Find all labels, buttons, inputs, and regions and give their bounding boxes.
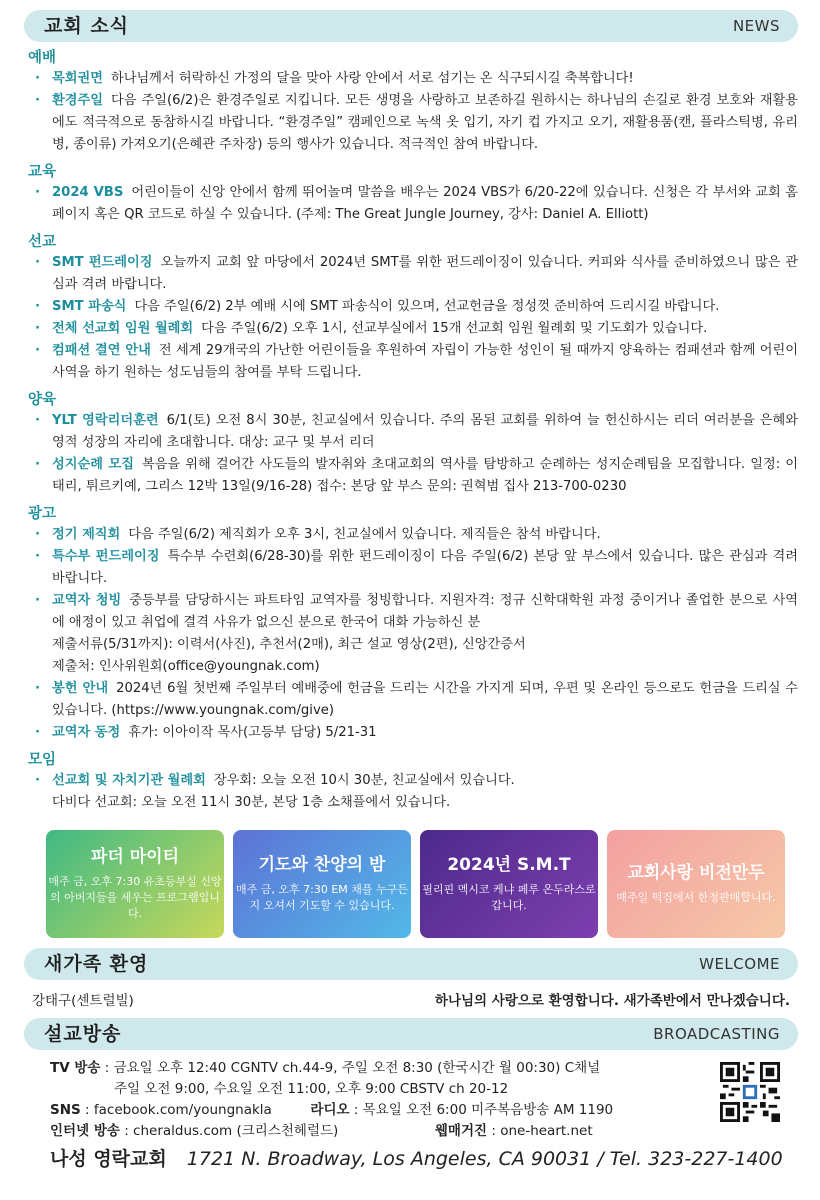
news-category-heading: 교육 [28,164,57,180]
welcome-section-header [24,948,798,980]
bullet-icon: · [35,413,41,428]
news-item [28,340,798,384]
news-item-extra-line: 다비다 선교회: 오늘 오전 11시 30분, 본당 1층 소채플에서 있습니다. [52,795,451,810]
bullet-icon: · [35,185,41,200]
broadcast-tag: BROADCASTING [653,1025,780,1043]
news-item [28,318,798,340]
news-item-keyword: 정기 제직회 [52,527,121,542]
news-item-keyword: 선교회 및 자치기관 월례회 [52,773,206,788]
news-item-text: 어린이들이 신앙 안에서 함께 뛰어놀며 말씀을 배우는 2024 VBS가 6/20-22에 있습니다. 신청은 각 부서와 교회 홈페이지 혹은 QR 코드로 하실 수 있습니다. (주제: The Great Jungle Journey, 강사: Daniel A. Elliott) [52,185,798,222]
welcome-title: 새가족 환영 [44,953,149,975]
news-item [28,296,798,318]
news-body [28,48,798,814]
news-item [28,182,798,226]
news-item-text: 다음 주일(6/2)은 환경주일로 지킵니다. 모든 생명을 사랑하고 보존하길 원하시는 하나님의 손길로 환경 보호와 재활용에도 적극적으로 동참하시길 바랍니다. “환경주일” 캠페인으로 녹색 옷 입기, 자기 컵 가지고 오기, 재활용품(캔, 플라스틱병, 유리병, 종이류) 가져오기(은혜관 주차장) 등의 행사가 있습니다. 적극적인 참여 바랍니다. [52,93,798,152]
news-item-extra-line: 제출서류(5/31까지): 이력서(사진), 추천서(2매), 최근 설교 영상(2편), 신앙간증서 [52,637,526,652]
news-item [28,590,798,678]
bullet-icon: · [35,457,41,472]
broadcast-title: 설교방송 [44,1023,122,1045]
news-category-heading: 양육 [28,392,57,408]
bullet-icon: · [35,549,41,564]
news-item [28,68,798,90]
footer [50,1148,798,1170]
qr-code-icon[interactable] [720,1062,780,1122]
news-item [28,252,798,296]
broadcast-section-header [24,1018,798,1050]
banner-subtitle: 매주 금, 오후 7:30 EM 채플 누구든지 오셔서 기도할 수 있습니다. [236,883,408,912]
banner-subtitle: 필리핀 멕시코 케냐 페루 온두라스로 갑니다. [422,883,596,912]
welcome-tag: WELCOME [699,955,780,973]
news-item-keyword: SMT 펀드레이징 [52,255,153,270]
banner-father-mighty[interactable] [46,830,224,938]
bullet-icon: · [35,593,41,608]
news-item-keyword: 컴패션 결연 안내 [52,343,151,358]
news-item-keyword: 목회권면 [52,71,103,86]
news-item-keyword: 교역자 동정 [52,725,121,740]
news-section-header [24,10,798,42]
news-item-text: 다음 주일(6/2) 2부 예배 시에 SMT 파송식이 있으며, 선교헌금을 정성껏 준비하여 드리시길 바랍니다. [134,299,720,314]
news-item-text: 하나님께서 허락하신 가정의 달을 맞아 사랑 안에서 서로 섬기는 온 식구되시길 축복합니다! [110,71,634,86]
news-item-keyword: 전체 선교회 임원 월례회 [52,321,194,336]
news-item-text: 특수부 수련회(6/28-30)를 위한 펀드레이징이 다음 주일(6/2) 본당 앞 부스에서 있습니다. 많은 관심과 격려 바랍니다. [52,549,798,586]
news-item-text: 복음을 위해 걸어간 사도들의 발자취와 초대교회의 역사를 탐방하고 순례하는 성지순례팀을 모집합니다. 일정: 이태리, 튀르키예, 그리스 12박 13일(9/16-28) 접수: 본당 앞 부스 문의: 권혁범 집사 213-700-0230 [52,457,798,494]
banner-vision-mandu[interactable] [607,830,785,938]
web-magazine-label: 웹매거진 [434,1123,488,1139]
radio-schedule: : 목요일 오전 6:00 미주복음방송 AM 1190 [353,1102,614,1118]
bullet-icon: · [35,71,41,86]
news-item-text: 장우회: 오늘 오전 10시 30분, 친교실에서 있습니다. [213,773,515,788]
news-item-text: 다음 주일(6/2) 제직회가 오후 3시, 친교실에서 있습니다. 제직들은 참석 바랍니다. [128,527,601,542]
news-category-heading: 선교 [28,234,57,250]
tv-line [50,1058,798,1079]
news-item [28,410,798,454]
banner-title: 교회사랑 비전만두 [627,863,765,883]
church-name: 나성 영락교회 [50,1148,167,1170]
radio-label: 라디오 [310,1102,350,1118]
news-item-text: 휴가: 이아이작 목사(고등부 담당) 5/21-31 [128,725,377,740]
banner-smt[interactable] [420,830,598,938]
news-item-keyword: 특수부 펀드레이징 [52,549,160,564]
new-member-name: 강태구(센트럴빌) [32,993,134,1009]
news-item [28,524,798,546]
news-item-text: 전 세계 29개국의 가난한 어린이들을 후원하여 자립이 가능한 성인이 될 때까지 양육하는 컴패션과 함께 어린이 사역을 하기 원하는 성도님들의 참여를 부탁 드립니다. [52,343,798,380]
bullet-icon: · [35,343,41,358]
news-item-text: 다음 주일(6/2) 오후 1시, 선교부실에서 15개 선교회 임원 월례회 및 기도회가 있습니다. [201,321,708,336]
bullet-icon: · [35,255,41,270]
tv-line-2: 주일 오전 9:00, 수요일 오전 11:00, 오후 9:00 CBSTV ch 20-12 [114,1081,509,1097]
news-item-text: 2024년 6월 첫번째 주일부터 예배중에 헌금을 드리는 시간을 가지게 되며, 우편 및 온라인 등으로도 헌금을 드리실 수 있습니다. (https://www.youngnak.com/give) [52,681,798,718]
news-tag: NEWS [732,17,780,35]
internet-link[interactable]: : cheraldus.com (크리스천헤럴드) [124,1123,339,1139]
news-item [28,722,798,744]
news-item [28,546,798,590]
banner-prayer-night[interactable] [233,830,411,938]
internet-label: 인터넷 방송 [50,1123,120,1139]
news-item-text: 6/1(토) 오전 8시 30분, 친교실에서 있습니다. 주의 몸된 교회를 위하여 늘 헌신하시는 리더 여러분을 은혜와 영적 성장의 자리에 초대합니다. 대상: 교구 및 부서 리더 [52,413,799,450]
bullet-icon: · [35,725,41,740]
news-item-keyword: SMT 파송식 [52,299,127,314]
news-category-heading: 모임 [28,752,57,768]
banner-title: 파더 마이티 [90,847,180,867]
news-item [28,90,798,156]
bullet-icon: · [35,681,41,696]
banner-subtitle: 매주 금, 오후 7:30 유초등부실 신앙의 아버지들을 세우는 프로그램입니다. [48,875,222,920]
bullet-icon: · [35,299,41,314]
banner-title: 2024년 S.M.T [447,855,571,875]
welcome-message: 하나님의 사랑으로 환영합니다. 새가족반에서 만나겠습니다. [434,993,790,1009]
news-item-text: 오늘까지 교회 앞 마당에서 2024년 SMT를 위한 펀드레이징이 있습니다. 커피와 식사를 준비하였으니 많은 관심과 격려 바랍니다. [52,255,798,292]
news-item-extra-line: 제출처: 인사위원회(office@youngnak.com) [52,659,320,674]
news-item [28,454,798,498]
bullet-icon: · [35,321,41,336]
bullet-icon: · [35,773,41,788]
tv-schedule: : 금요일 오후 12:40 CGNTV ch.44-9, 주일 오전 8:30 (한국시간 월 00:30) C채널 [104,1060,601,1076]
news-item-keyword: 성지순례 모집 [52,457,134,472]
banner-title: 기도와 찬양의 밤 [258,855,386,875]
church-address: 1721 N. Broadway, Los Angeles, CA 90031 / Tel. 323-227-1400 [186,1148,783,1170]
web-magazine-link[interactable]: : one-heart.net [491,1123,593,1139]
sns-link[interactable]: : facebook.com/youngnakla [85,1102,272,1118]
welcome-row [32,990,790,1012]
news-title: 교회 소식 [44,15,130,37]
bullet-icon: · [35,527,41,542]
tv-label: TV 방송 [50,1060,101,1076]
internet-line [50,1121,798,1142]
banner-row [46,830,798,938]
news-item-text: 중등부를 담당하시는 파트타임 교역자를 청빙합니다. 지원자격: 정규 신학대학원 과정 중이거나 졸업한 분으로 사역에 애정이 있고 취업에 결격 사유가 없으신 분으로 한국어 대화 가능하신 분 [52,593,798,630]
broadcast-info [50,1058,798,1142]
sns-label: SNS [50,1102,81,1118]
news-category-heading: 예배 [28,50,57,66]
news-item [28,770,798,814]
news-item-keyword: 교역자 청빙 [52,593,122,608]
sns-radio-line [50,1100,798,1121]
news-category-heading: 광고 [28,506,57,522]
banner-subtitle: 매주일 떡집에서 한정판매합니다. [616,891,776,904]
news-item [28,678,798,722]
news-item-keyword: 환경주일 [52,93,103,108]
news-item-keyword: 2024 VBS [52,185,124,200]
news-item-keyword: 봉헌 안내 [52,681,109,696]
news-item-keyword: YLT 영락리더훈련 [52,413,159,428]
bullet-icon: · [35,93,41,108]
